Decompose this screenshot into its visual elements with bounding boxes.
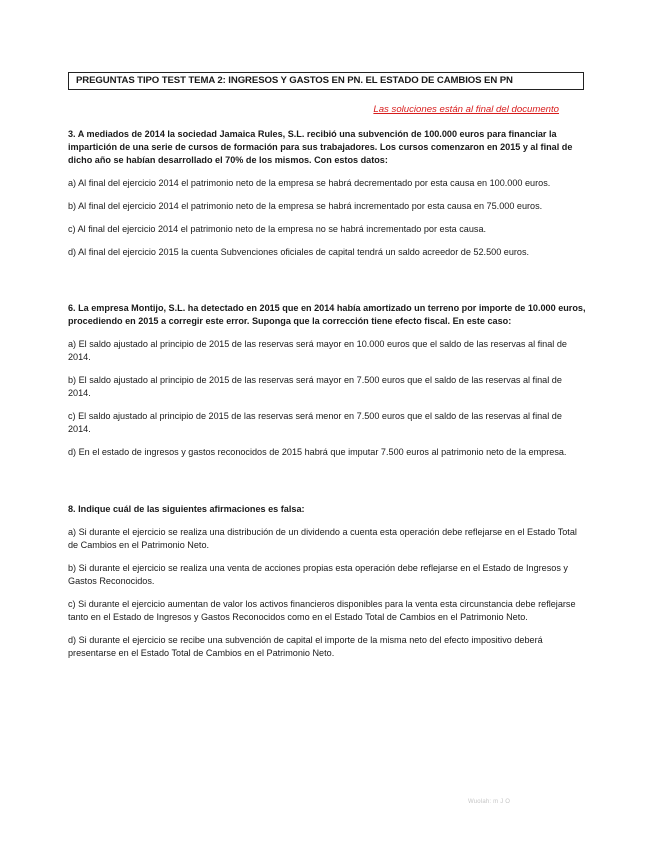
answer-option-c: c) El saldo ajustado al principio de 2015 de las reservas será menor en 7.500 euros que el saldo de las reservas al final de 2014. bbox=[68, 411, 562, 434]
solutions-note: Las soluciones están al final del documento bbox=[373, 104, 559, 115]
answer-option-c: c) Al final del ejercicio 2014 el patrimonio neto de la empresa no se habrá incrementado por esta causa. bbox=[68, 224, 487, 234]
question-text: 6. La empresa Montijo, S.L. ha detectado en 2015 que en 2014 había amortizado un terreno por importe de 10.000 euros, procediendo en 2015 a corregir este error. Suponga que la corrección tiene efecto fiscal. En este caso: bbox=[68, 303, 586, 326]
answer-option-d: d) En el estado de ingresos y gastos reconocidos de 2015 habrá que imputar 7.500 euros al patrimonio neto de la empresa. bbox=[68, 447, 567, 457]
answer-option-b: b) El saldo ajustado al principio de 2015 de las reservas será mayor en 7.500 euros que el saldo de las reservas al final de 2014. bbox=[68, 375, 562, 398]
answer-option-d: d) Al final del ejercicio 2015 la cuenta Subvenciones oficiales de capital tendrá un saldo acreedor de 52.500 euros. bbox=[68, 247, 530, 257]
answer-option-b: b) Si durante el ejercicio se realiza una venta de acciones propias esta operación debe reflejarse en el Estado de Ingresos y Gastos Reconocidos. bbox=[68, 563, 568, 586]
question-6 bbox=[68, 302, 586, 459]
document-title: PREGUNTAS TIPO TEST TEMA 2: INGRESOS Y GASTOS EN PN. EL ESTADO DE CAMBIOS EN PN bbox=[68, 72, 584, 90]
question-text: 3. A mediados de 2014 la sociedad Jamaica Rules, S.L. recibió una subvención de 100.000 euros para financiar la impartición de una serie de cursos de formación para sus trabajadores. Los cursos comenzaron en 2015 y al final de dicho año se habían desarrollado el 70% de los mismos. Con estos datos: bbox=[68, 129, 573, 165]
answer-option-a: a) El saldo ajustado al principio de 2015 de las reservas será mayor en 10.000 euros que el saldo de las reservas al final de 2014. bbox=[68, 339, 567, 362]
question-8 bbox=[68, 503, 586, 660]
answer-option-a: a) Si durante el ejercicio se realiza una distribución de un dividendo a cuenta esta operación debe reflejarse en el Estado Total de Cambios en el Patrimonio Neto. bbox=[68, 527, 577, 550]
question-text: 8. Indique cuál de las siguientes afirmaciones es falsa: bbox=[68, 504, 305, 514]
question-3 bbox=[68, 128, 586, 259]
watermark-footer: Wuolah: m J O bbox=[468, 799, 511, 805]
answer-option-a: a) Al final del ejercicio 2014 el patrimonio neto de la empresa se habrá decrementado por esta causa en 100.000 euros. bbox=[68, 178, 551, 188]
answer-option-b: b) Al final del ejercicio 2014 el patrimonio neto de la empresa se habrá incrementado por esta causa en 75.000 euros. bbox=[68, 201, 543, 211]
answer-option-c: c) Si durante el ejercicio aumentan de valor los activos financieros disponibles para la venta esta circunstancia debe reflejarse tanto en el Estado de Ingresos y Gastos Reconocidos como en el Estado Total de Cambios en el Patrimonio Neto. bbox=[68, 599, 576, 622]
answer-option-d: d) Si durante el ejercicio se recibe una subvención de capital el importe de la misma neto del efecto impositivo deberá presentarse en el Estado Total de Cambios en el Patrimonio Neto. bbox=[68, 635, 543, 658]
questions-content bbox=[68, 128, 586, 670]
